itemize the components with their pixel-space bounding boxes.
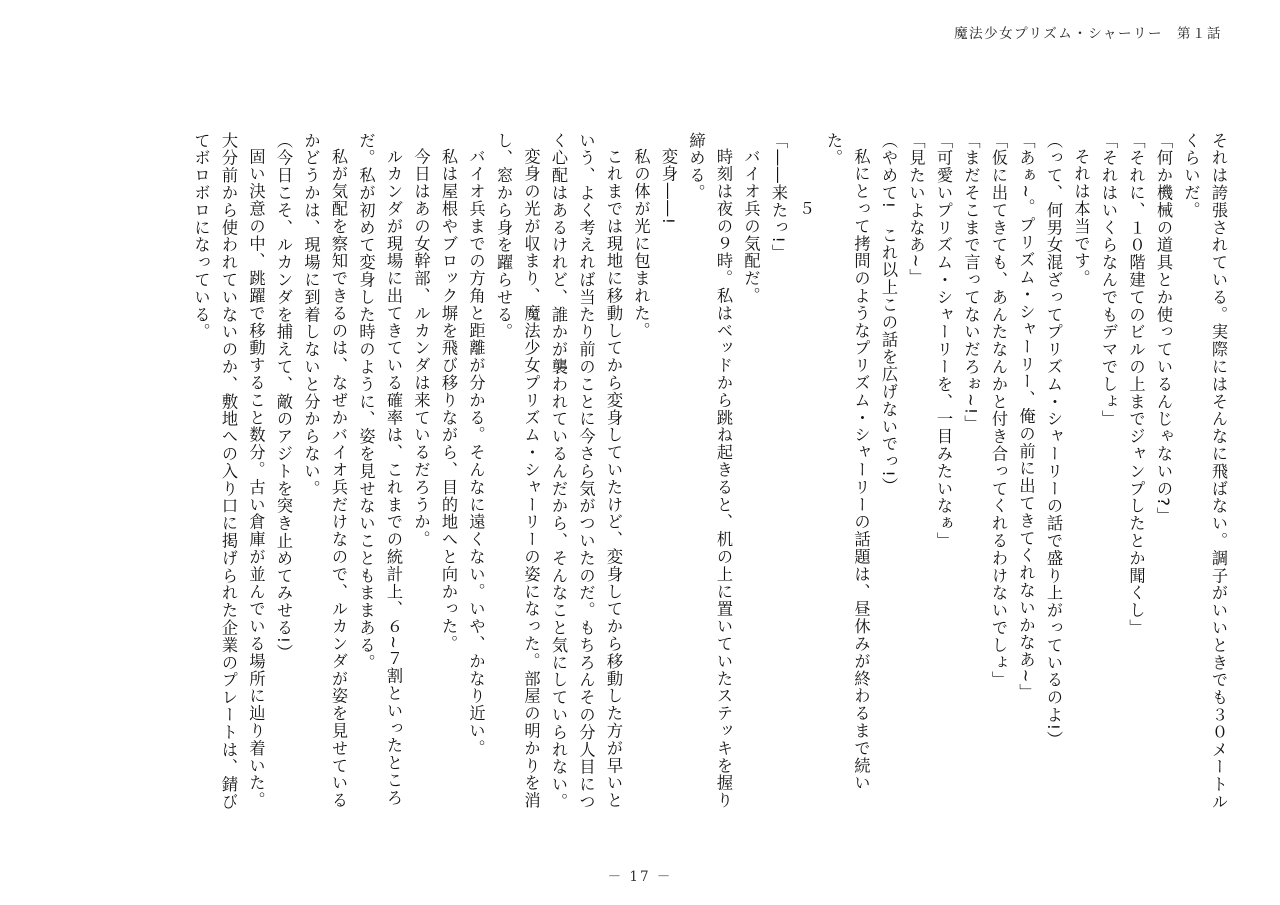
paragraph: 固い決意の中、跳躍で移動すること数分。古い倉庫が並んでいる場所に辿り着いた。大分前から使われていないのか、敷地への入り口に掲げられた企業のプレートは、錆びてボロボロになっている。 <box>191 132 266 811</box>
dialogue-line: 「見たいよなあ~」 <box>906 132 926 286</box>
dialogue-line: 「それに、１０階建てのビルの上までジャンプしたとか聞くし」 <box>1126 132 1146 637</box>
paragraph: それは誇張されている。実際にはそんなに飛ばない。調子がいいときでも３０メートルくらいだ。 <box>1181 132 1228 811</box>
dialogue-line: 「まだそこまで言ってないだろぉ~!」 <box>961 132 981 433</box>
paragraph: 私にとって拷問のようなプリズム・シャーリーの話題は、昼休みが終わるまで続いた。 <box>824 132 871 792</box>
paragraph: 私が気配を察知できるのは、なぜかバイオ兵だけなので、ルカンダが姿を見せているかどうかは、現場に到着しないと分からない。 <box>301 132 348 810</box>
dialogue-line: 「それはいくらなんでもデマでしょ」 <box>1099 132 1118 428</box>
dialogue-line: 「あぁ~。プリズム・シャーリー、俺の前に出てきてくれないかなあ~」 <box>1016 132 1036 701</box>
dialogue-line: 「可愛いプリズム・シャーリーを、一目みたいなぁ」 <box>934 132 953 550</box>
paragraph: 私の体が光に包まれた。 <box>631 148 651 340</box>
paragraph: 時刻は夜の９時。私はベッドから跳ね起きると、机の上に置いていたステッキを握り締める。 <box>686 132 733 810</box>
book-title: 魔法少女プリズム・シャーリー <box>954 26 1163 42</box>
vertical-text-body <box>42 132 1232 822</box>
paragraph: 今日はあの女幹部、ルカンダは来ているだろうか。 <box>411 148 431 549</box>
dialogue-line: 「何か機械の道具とか使っているんじゃないの?」 <box>1154 132 1173 525</box>
dialogue-line: （今日こそ、ルカンダを捕えて、敵のアジトを突き止めてみせる!） <box>274 132 293 662</box>
page-number: － 17 － <box>607 869 673 885</box>
dialogue-line: 「――来たっ!」 <box>769 132 788 262</box>
dialogue-line: （やめて! これ以上この話を広げないでっ!） <box>879 132 898 496</box>
paragraph: バイオ兵までの方角と距離が分かる。そんなに遠くない。いや、かなり近い。 <box>466 148 486 758</box>
section-number: ５ <box>796 200 816 218</box>
paragraph: バイオ兵の気配だ。 <box>741 148 761 305</box>
paragraph: 私は屋根やブロック塀を飛び移りながら、目的地へと向かった。 <box>439 148 458 653</box>
running-header <box>954 22 1222 42</box>
paragraph: 変身の光が収まり、魔法少女プリズム・シャーリーの姿になった。部屋の明かりを消し、窓から身を躍らせる。 <box>494 132 541 810</box>
dialogue-line: （って、何男女混ざってプリズム・シャーリーの話で盛り上がっているのよ!） <box>1044 132 1063 749</box>
paragraph: ルカンダが現場に出てきている確率は、これまでの統計上、６~７割といったところだ。私が初めて変身した時のように、姿を見せないこともままある。 <box>356 132 403 807</box>
paragraph: 変身――! <box>659 148 678 226</box>
paragraph: これまでは現地に移動してから変身していたけど、変身してから移動した方が早いという、よく考えれば当たり前のことに今さら気がついたのだ。もちろんその分人目につく心配はあるけれど、誰かが襲われているんだから、そんなこと気にしていられない。 <box>549 132 623 811</box>
dialogue-line: 「仮に出てきても、あんたなんかと付き合ってくれるわけないでしょ」 <box>989 132 1008 689</box>
paragraph: それは本当です。 <box>1071 148 1091 288</box>
chapter-label: 第１話 <box>1177 26 1222 42</box>
